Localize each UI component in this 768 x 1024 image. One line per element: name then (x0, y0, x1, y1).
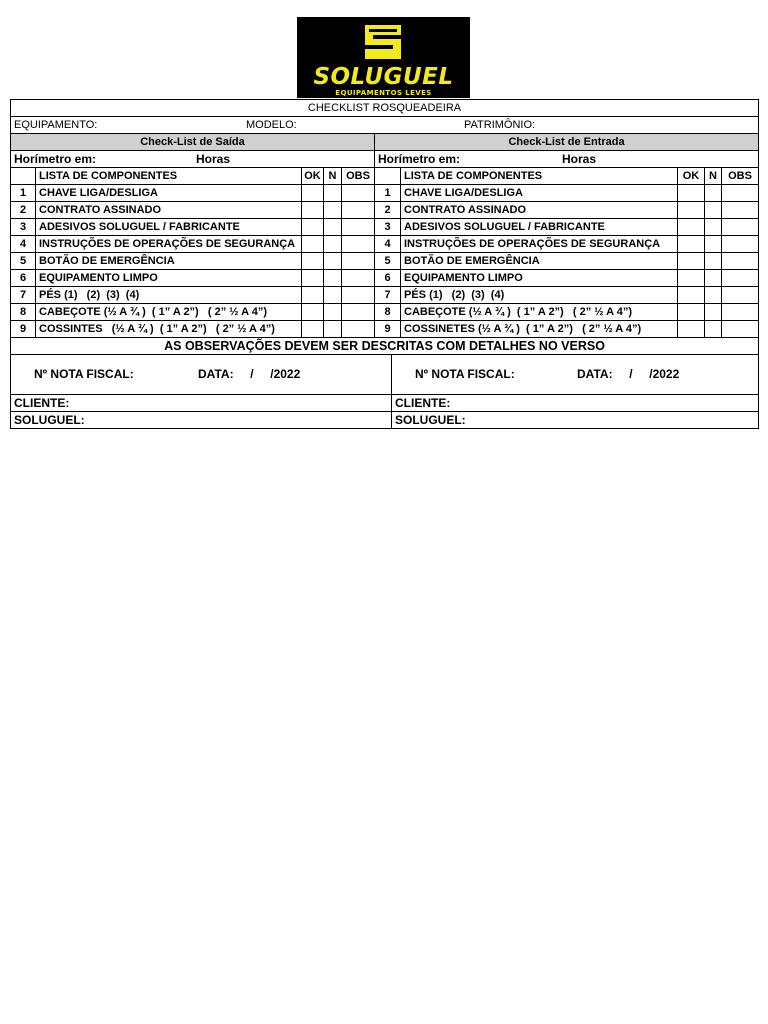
saida-item-label: EQUIPAMENTO LIMPO (36, 270, 302, 287)
saida-ok-header: OK (302, 168, 324, 185)
entrada-n-checkbox[interactable] (705, 304, 722, 321)
entrada-obs-field[interactable] (722, 253, 759, 270)
saida-obs-field[interactable] (342, 219, 375, 236)
entrada-item-number: 7 (375, 287, 401, 304)
logo-brand-text: SOLUGUEL (313, 64, 454, 90)
saida-num-header (11, 168, 36, 185)
entrada-nota-fiscal-label: Nº NOTA FISCAL: (415, 367, 515, 381)
saida-ok-checkbox[interactable] (302, 236, 324, 253)
entrada-n-checkbox[interactable] (705, 287, 722, 304)
entrada-n-checkbox[interactable] (705, 185, 722, 202)
table-row (11, 253, 759, 270)
saida-item-number: 5 (11, 253, 36, 270)
saida-nota-fiscal-row[interactable] (11, 355, 392, 395)
entrada-section-title: Check-List de Entrada (375, 134, 759, 151)
saida-soluguel-field[interactable]: SOLUGUEL: (11, 412, 392, 429)
saida-ok-checkbox[interactable] (302, 185, 324, 202)
entrada-n-checkbox[interactable] (705, 321, 722, 338)
saida-item-number: 8 (11, 304, 36, 321)
patrimonio-label: PATRIMÔNIO: (464, 118, 536, 131)
table-row (11, 287, 759, 304)
entrada-soluguel-field[interactable]: SOLUGUEL: (392, 412, 759, 429)
entrada-obs-field[interactable] (722, 219, 759, 236)
saida-item-number: 9 (11, 321, 36, 338)
entrada-item-number: 2 (375, 202, 401, 219)
modelo-label: MODELO: (246, 118, 297, 131)
saida-ok-checkbox[interactable] (302, 304, 324, 321)
entrada-n-checkbox[interactable] (705, 236, 722, 253)
entrada-horimetro-label: Horímetro em: (378, 151, 461, 166)
saida-obs-field[interactable] (342, 185, 375, 202)
entrada-obs-header: OBS (722, 168, 759, 185)
saida-obs-field[interactable] (342, 287, 375, 304)
entrada-item-number: 8 (375, 304, 401, 321)
saida-obs-field[interactable] (342, 236, 375, 253)
entrada-obs-field[interactable] (722, 304, 759, 321)
table-row (11, 219, 759, 236)
saida-item-label: ADESIVOS SOLUGUEL / FABRICANTE (36, 219, 302, 236)
entrada-n-checkbox[interactable] (705, 253, 722, 270)
entrada-nota-fiscal-row[interactable] (392, 355, 759, 395)
entrada-item-label: COSSINETES (½ A ¾ ) ( 1” A 2”) ( 2” ½ A 4”) (401, 321, 678, 338)
entrada-ok-checkbox[interactable] (678, 185, 705, 202)
saida-obs-field[interactable] (342, 202, 375, 219)
saida-item-label: CHAVE LIGA/DESLIGA (36, 185, 302, 202)
entrada-num-header (375, 168, 401, 185)
saida-item-label: CABEÇOTE (½ A ¾ ) ( 1” A 2”) ( 2” ½ A 4”) (36, 304, 302, 321)
saida-item-number: 6 (11, 270, 36, 287)
table-row (11, 185, 759, 202)
saida-lista-header: LISTA DE COMPONENTES (36, 168, 302, 185)
saida-item-label: PÉS (1) (2) (3) (4) (36, 287, 302, 304)
saida-n-checkbox[interactable] (324, 185, 342, 202)
saida-n-checkbox[interactable] (324, 236, 342, 253)
saida-item-number: 2 (11, 202, 36, 219)
saida-nota-fiscal-label: Nº NOTA FISCAL: (34, 367, 134, 381)
form-title: CHECKLIST ROSQUEADEIRA (11, 100, 759, 117)
saida-item-label: CONTRATO ASSINADO (36, 202, 302, 219)
saida-obs-field[interactable] (342, 253, 375, 270)
entrada-ok-checkbox[interactable] (678, 287, 705, 304)
entrada-ok-checkbox[interactable] (678, 270, 705, 287)
entrada-n-checkbox[interactable] (705, 202, 722, 219)
entrada-horimetro (375, 151, 759, 168)
saida-n-checkbox[interactable] (324, 304, 342, 321)
table-row (11, 304, 759, 321)
logo-tagline: EQUIPAMENTOS LEVES (335, 89, 432, 97)
saida-ok-checkbox[interactable] (302, 202, 324, 219)
entrada-n-checkbox[interactable] (705, 219, 722, 236)
saida-n-checkbox[interactable] (324, 321, 342, 338)
saida-item-number: 4 (11, 236, 36, 253)
saida-item-label: COSSINTES (½ A ¾ ) ( 1” A 2”) ( 2” ½ A 4”) (36, 321, 302, 338)
saida-item-number: 3 (11, 219, 36, 236)
saida-item-number: 1 (11, 185, 36, 202)
entrada-item-label: ADESIVOS SOLUGUEL / FABRICANTE (401, 219, 678, 236)
entrada-ok-header: OK (678, 168, 705, 185)
entrada-item-label: CABEÇOTE (½ A ¾ ) ( 1” A 2”) ( 2” ½ A 4”) (401, 304, 678, 321)
saida-ok-checkbox[interactable] (302, 253, 324, 270)
table-row (11, 321, 759, 338)
saida-n-checkbox[interactable] (324, 253, 342, 270)
saida-cliente-field[interactable]: CLIENTE: (11, 395, 392, 412)
entrada-ok-checkbox[interactable] (678, 219, 705, 236)
entrada-item-number: 5 (375, 253, 401, 270)
checklist-table (10, 99, 759, 429)
entrada-item-number: 1 (375, 185, 401, 202)
entrada-item-label: INSTRUÇÕES DE OPERAÇÕES DE SEGURANÇA (401, 236, 678, 253)
saida-item-label: INSTRUÇÕES DE OPERAÇÕES DE SEGURANÇA (36, 236, 302, 253)
saida-obs-header: OBS (342, 168, 375, 185)
entrada-item-label: EQUIPAMENTO LIMPO (401, 270, 678, 287)
saida-item-number: 7 (11, 287, 36, 304)
entrada-ok-checkbox[interactable] (678, 321, 705, 338)
saida-horas-label: Horas (196, 151, 231, 166)
saida-n-checkbox[interactable] (324, 202, 342, 219)
equipment-row (11, 117, 759, 134)
entrada-item-number: 6 (375, 270, 401, 287)
table-row (11, 202, 759, 219)
entrada-item-label: PÉS (1) (2) (3) (4) (401, 287, 678, 304)
saida-obs-field[interactable] (342, 270, 375, 287)
table-row (11, 236, 759, 253)
entrada-item-label: BOTÃO DE EMERGÊNCIA (401, 253, 678, 270)
entrada-obs-field[interactable] (722, 321, 759, 338)
entrada-item-label: CHAVE LIGA/DESLIGA (401, 185, 678, 202)
soluguel-logo (297, 17, 470, 98)
entrada-item-number: 3 (375, 219, 401, 236)
saida-n-checkbox[interactable] (324, 219, 342, 236)
entrada-obs-field[interactable] (722, 185, 759, 202)
entrada-item-number: 9 (375, 321, 401, 338)
saida-horimetro-label: Horímetro em: (14, 151, 97, 166)
saida-ok-checkbox[interactable] (302, 219, 324, 236)
saida-n-checkbox[interactable] (324, 287, 342, 304)
entrada-n-header: N (705, 168, 722, 185)
entrada-horas-label: Horas (562, 151, 597, 166)
entrada-obs-field[interactable] (722, 236, 759, 253)
entrada-item-label: CONTRATO ASSINADO (401, 202, 678, 219)
entrada-data-label: DATA: / /2022 (577, 367, 680, 381)
entrada-obs-field[interactable] (722, 287, 759, 304)
saida-ok-checkbox[interactable] (302, 321, 324, 338)
entrada-lista-header: LISTA DE COMPONENTES (401, 168, 678, 185)
saida-obs-field[interactable] (342, 321, 375, 338)
saida-data-label: DATA: / /2022 (198, 367, 301, 381)
entrada-cliente-field[interactable]: CLIENTE: (392, 395, 759, 412)
observacoes-notice: AS OBSERVAÇÕES DEVEM SER DESCRITAS COM DETALHES NO VERSO (11, 338, 759, 355)
entrada-ok-checkbox[interactable] (678, 304, 705, 321)
saida-item-label: BOTÃO DE EMERGÊNCIA (36, 253, 302, 270)
saida-obs-field[interactable] (342, 304, 375, 321)
entrada-obs-field[interactable] (722, 202, 759, 219)
entrada-n-checkbox[interactable] (705, 270, 722, 287)
entrada-ok-checkbox[interactable] (678, 253, 705, 270)
equipamento-label: EQUIPAMENTO: (14, 118, 98, 131)
saida-section-title: Check-List de Saída (11, 134, 375, 151)
saida-n-header: N (324, 168, 342, 185)
saida-n-checkbox[interactable] (324, 270, 342, 287)
saida-ok-checkbox[interactable] (302, 270, 324, 287)
entrada-ok-checkbox[interactable] (678, 202, 705, 219)
entrada-item-number: 4 (375, 236, 401, 253)
saida-horimetro (11, 151, 375, 168)
entrada-ok-checkbox[interactable] (678, 236, 705, 253)
table-row (11, 270, 759, 287)
entrada-obs-field[interactable] (722, 270, 759, 287)
saida-ok-checkbox[interactable] (302, 287, 324, 304)
